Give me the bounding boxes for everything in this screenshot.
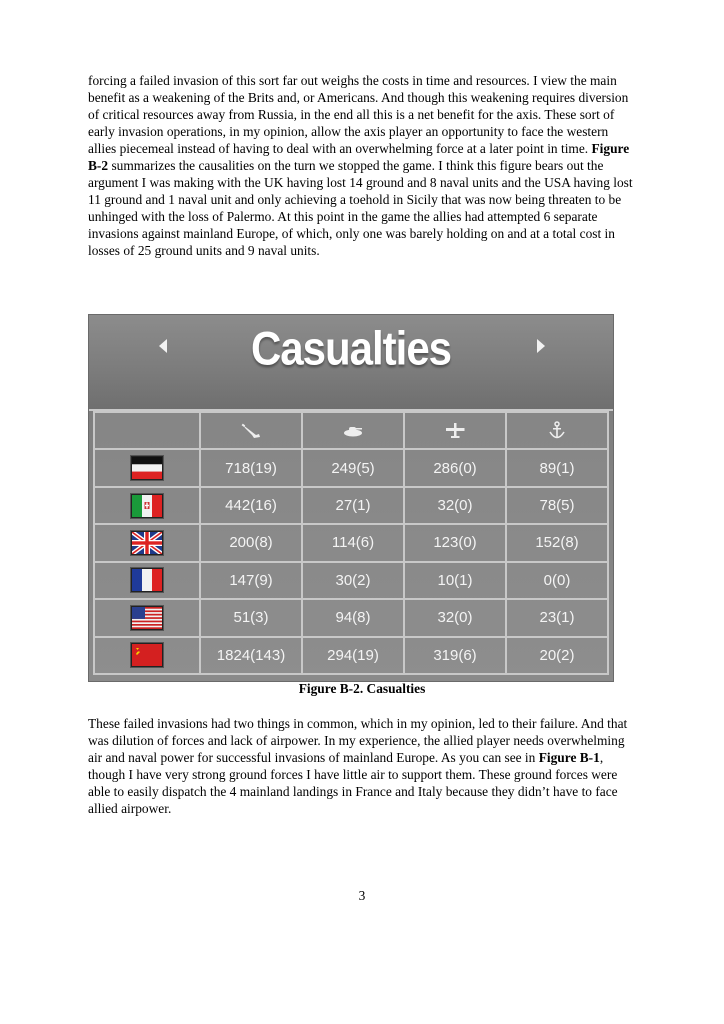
table-header-row bbox=[94, 412, 608, 449]
paragraph-text: summarizes the causalities on the turn we stopped the game. I think this figure bears out the argument I was making with the UK having lost 14 ground and 8 naval units and the USA having lost 11 ground and 1 naval unit and only achieving a toehold in Sicily that was now being threaten to be unhinged with the loss of Palermo. At this point in the game the allies had attempted 6 separate invasions against mainland Europe, of which, only one was barely holding on and at a total cost in losses of 25 ground units and 9 naval units. bbox=[88, 158, 633, 258]
table-cell: 319(6) bbox=[404, 637, 506, 674]
table-cell: 89(1) bbox=[506, 449, 608, 486]
casualties-figure bbox=[88, 314, 614, 682]
paragraph-text: These failed invasions had two things in common, which in my opinion, led to their failure. And that was dilution of forces and lack of airpower. In my experience, the allied player needs overwhelming air and naval power for successful invasions of mainland Europe. As you can see in bbox=[88, 716, 628, 765]
body-paragraph-1 bbox=[88, 72, 636, 259]
table-cell: 294(19) bbox=[302, 637, 404, 674]
uk-flag-icon bbox=[131, 531, 163, 555]
table-cell: 23(1) bbox=[506, 599, 608, 636]
anchor-icon bbox=[548, 421, 566, 441]
table-cell: 32(0) bbox=[404, 487, 506, 524]
casualties-table bbox=[93, 411, 609, 675]
body-paragraph-2 bbox=[88, 715, 636, 817]
table-cell: 0(0) bbox=[506, 562, 608, 599]
italy-flag-icon bbox=[131, 494, 163, 518]
table-row bbox=[94, 599, 608, 636]
ussr-flag-icon bbox=[131, 643, 163, 667]
column-header-air bbox=[404, 412, 506, 449]
paragraph-text: forcing a failed invasion of this sort far out weighs the costs in time and resources. I view the main benefit as a weakening of the Brits and, or Americans. And though this weakening requires diversion of critical resources away from Russia, in the end all this is a net benefit for the axis. These sort of early invasion operations, in my opinion, allow the axis player an opportunity to face the western allies piecemeal instead of having to deal with an overwhelming force at a later point in time. bbox=[88, 73, 629, 156]
table-cell: 27(1) bbox=[302, 487, 404, 524]
table-cell: 147(9) bbox=[200, 562, 302, 599]
table-cell: 249(5) bbox=[302, 449, 404, 486]
figure-caption: Figure B-2. Casualties bbox=[298, 681, 426, 696]
figure-title: Casualties bbox=[250, 322, 452, 375]
figure-reference: Figure B-2 bbox=[88, 141, 630, 173]
column-header-naval bbox=[506, 412, 608, 449]
next-arrow-icon[interactable] bbox=[537, 339, 545, 353]
corner-cell bbox=[94, 412, 200, 449]
table-cell: 114(6) bbox=[302, 524, 404, 561]
table-cell: 200(8) bbox=[200, 524, 302, 561]
table-cell: 442(16) bbox=[200, 487, 302, 524]
table-cell: 32(0) bbox=[404, 599, 506, 636]
figure-reference: Figure B-1 bbox=[538, 750, 600, 765]
table-cell: 718(19) bbox=[200, 449, 302, 486]
aircraft-icon bbox=[444, 421, 466, 441]
france-flag-icon bbox=[131, 568, 163, 592]
table-cell: 51(3) bbox=[200, 599, 302, 636]
flag-cell bbox=[94, 487, 200, 524]
table-row bbox=[94, 637, 608, 674]
table-row bbox=[94, 449, 608, 486]
page-number: 3 bbox=[358, 888, 366, 903]
usa-flag-icon bbox=[131, 606, 163, 630]
germany-flag-icon bbox=[131, 456, 163, 480]
flag-cell bbox=[94, 449, 200, 486]
table-row bbox=[94, 487, 608, 524]
flag-cell bbox=[94, 562, 200, 599]
flag-cell bbox=[94, 524, 200, 561]
table-cell: 30(2) bbox=[302, 562, 404, 599]
tank-icon bbox=[342, 424, 364, 438]
table-row bbox=[94, 562, 608, 599]
table-row bbox=[94, 524, 608, 561]
table-cell: 152(8) bbox=[506, 524, 608, 561]
table-cell: 94(8) bbox=[302, 599, 404, 636]
paragraph-text: , though I have very strong ground forces I have little air to support them. These ground forces were able to easily dispatch the 4 mainland landings in France and Italy because they didn’t have to face allied airpower. bbox=[88, 750, 618, 816]
table-cell: 10(1) bbox=[404, 562, 506, 599]
table-cell: 20(2) bbox=[506, 637, 608, 674]
figure-header bbox=[89, 315, 613, 411]
table-cell: 1824(143) bbox=[200, 637, 302, 674]
table-cell: 286(0) bbox=[404, 449, 506, 486]
flag-cell bbox=[94, 637, 200, 674]
column-header-infantry bbox=[200, 412, 302, 449]
column-header-armor bbox=[302, 412, 404, 449]
flag-cell bbox=[94, 599, 200, 636]
table-cell: 123(0) bbox=[404, 524, 506, 561]
table-cell: 78(5) bbox=[506, 487, 608, 524]
infantry-icon bbox=[240, 422, 262, 440]
